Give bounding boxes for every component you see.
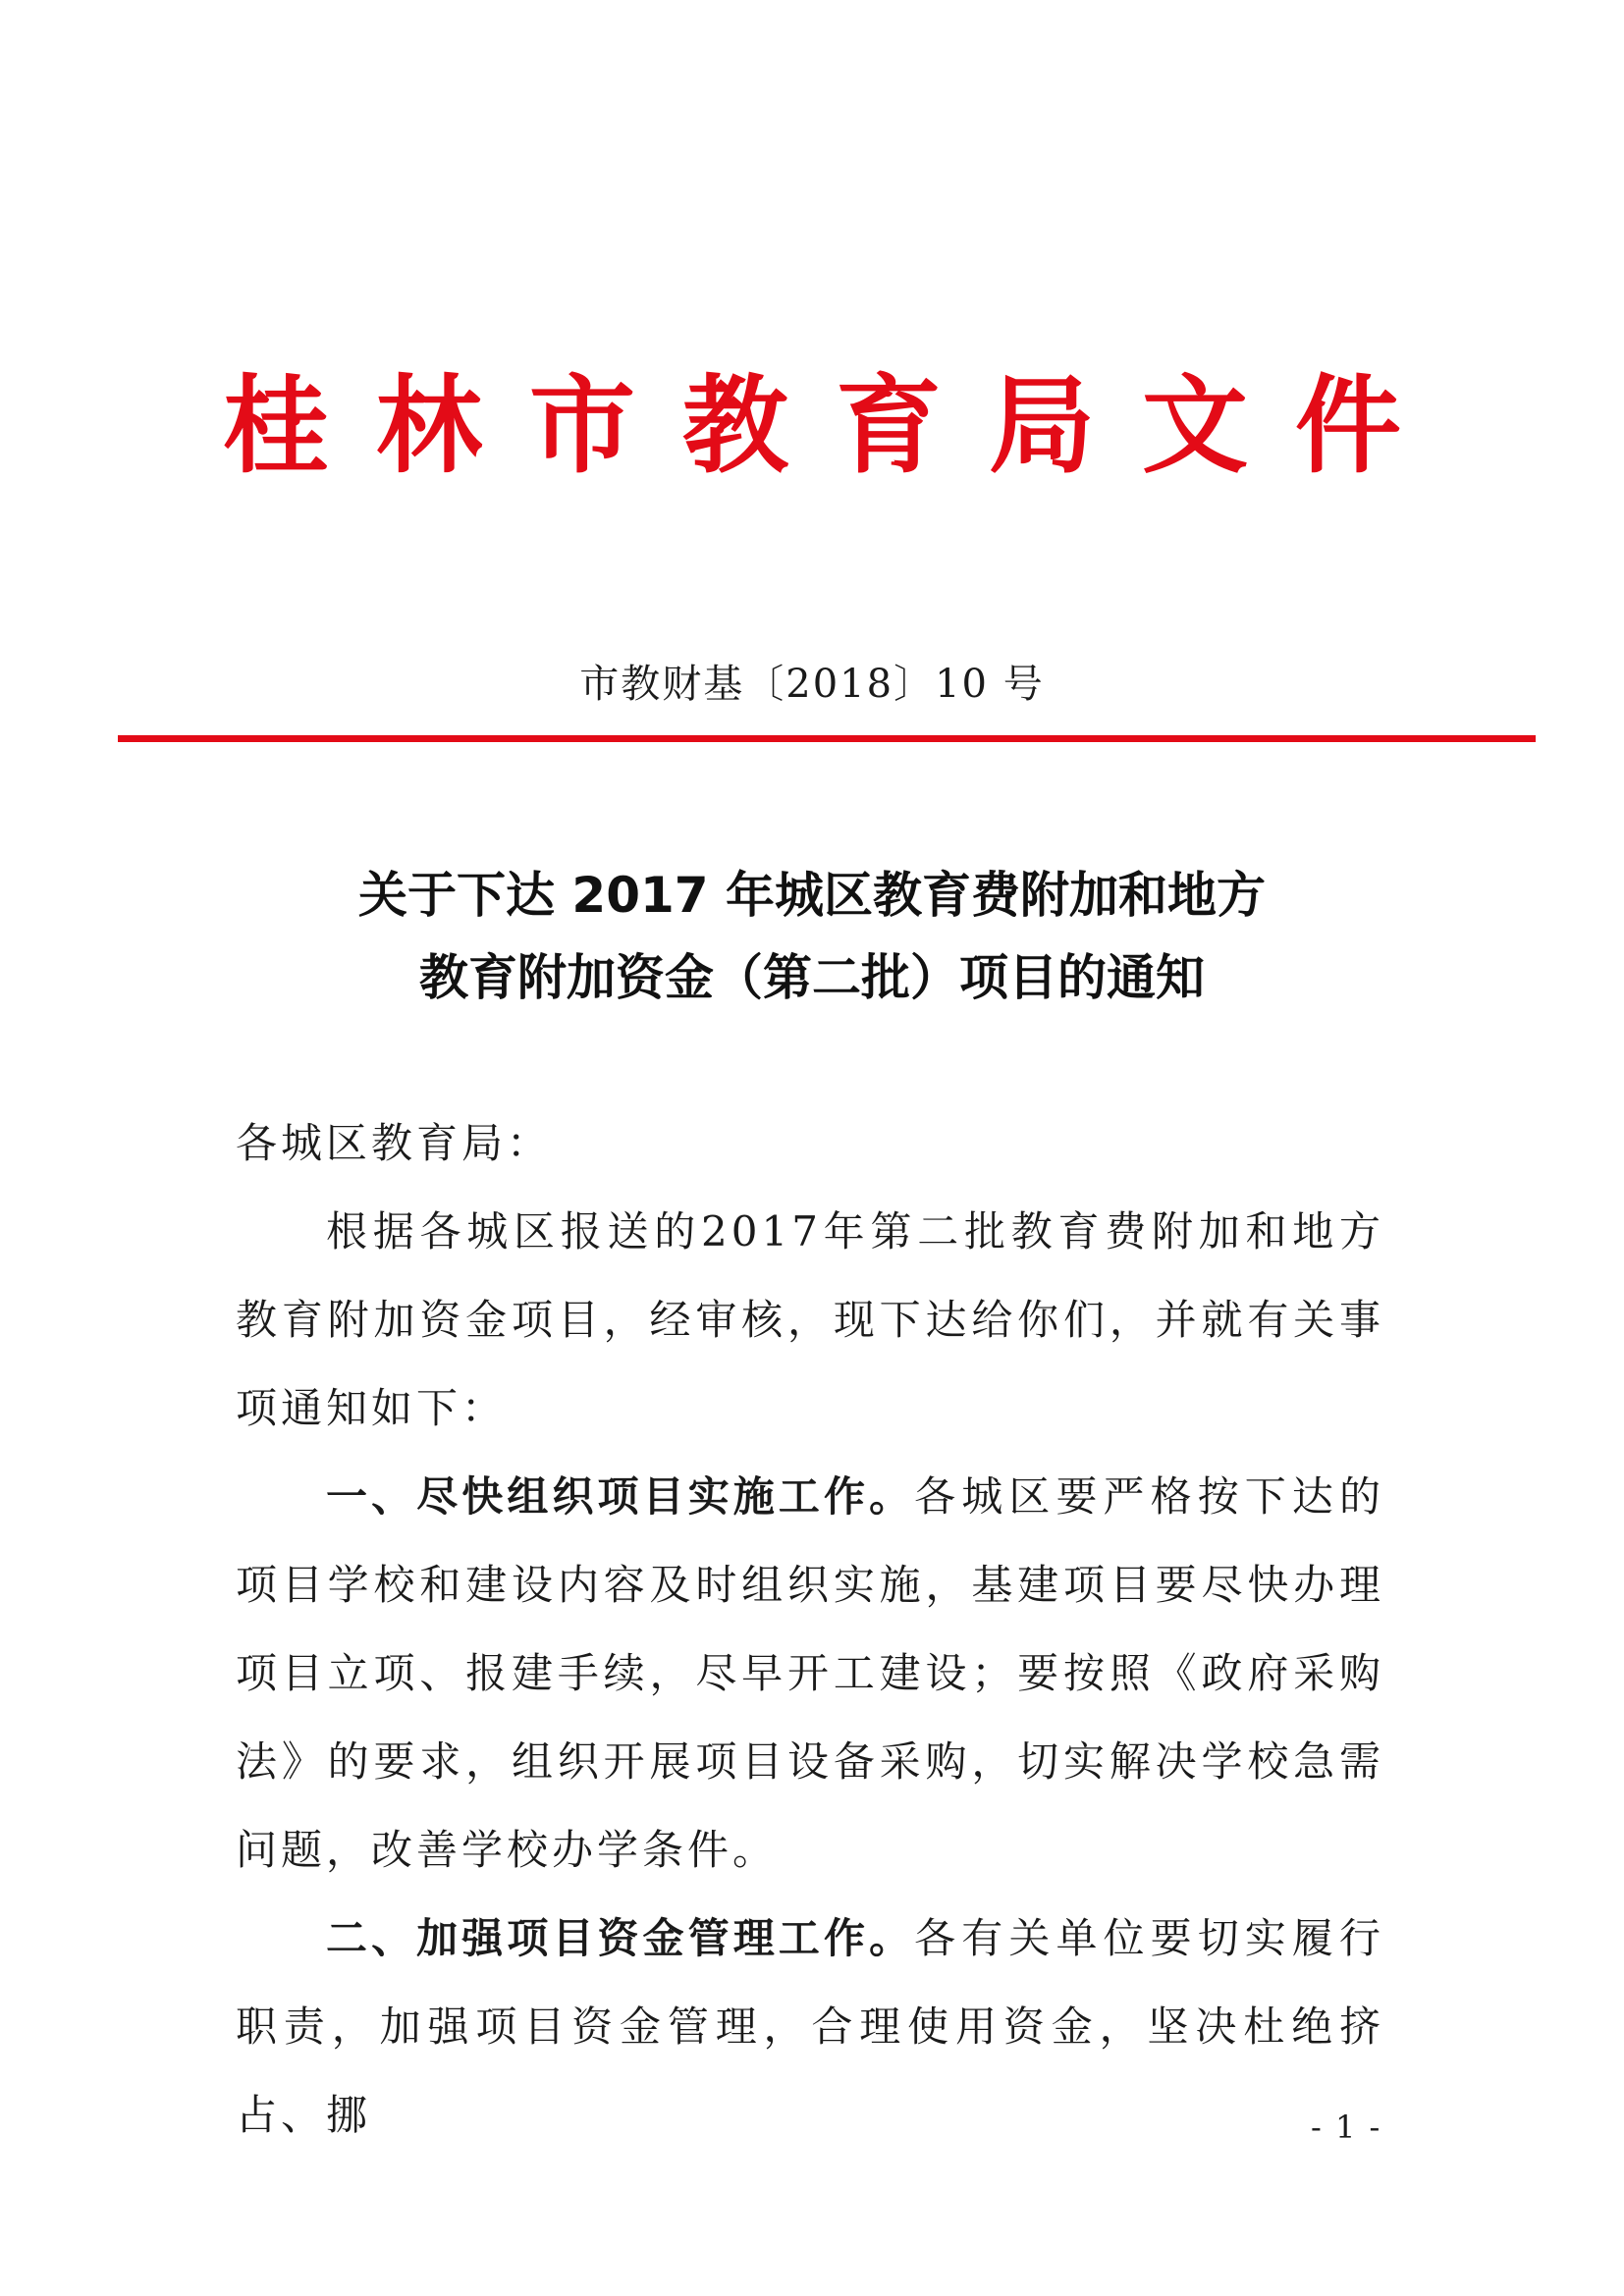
issuing-office-header [0,363,1624,491]
section-2-heading: 二、加强项目资金管理工作。 [326,1914,915,1962]
header-char: 市 [528,365,635,488]
page-number: - 1 - [1311,2109,1382,2146]
header-char: 文 [1142,365,1249,488]
section-2-paragraph [236,1895,1384,2160]
section-2-text: 各有关单位要切实履行职责，加强项目资金管理，合理使用资金，坚决杜绝挤占、挪 [236,1914,1384,2139]
document-number: 市教财基〔2018〕10 号 [579,662,1045,707]
header-char: 林 [375,365,482,488]
section-1-heading: 一、尽快组织项目实施工作。 [326,1472,915,1521]
document-title [0,854,1624,1019]
document-body [236,1099,1384,2160]
red-separator-rule [118,735,1536,742]
header-char: 件 [1295,365,1402,488]
header-char: 桂 [222,365,329,488]
header-char: 教 [681,365,788,488]
intro-paragraph: 根据各城区报送的2017年第二批教育费附加和地方教育附加资金项目，经审核，现下达给你们，并就有关事项通知如下： [236,1207,1384,1432]
header-char: 育 [836,365,943,488]
header-char: 局 [989,365,1096,488]
title-line-1: 关于下达 2017 年城区教育费附加和地方 [358,867,1266,924]
section-1-paragraph [236,1453,1384,1895]
title-line-2: 教育附加资金（第二批）项目的通知 [419,949,1205,1006]
salutation: 各城区教育局： [236,1119,553,1167]
section-1-text: 各城区要严格按下达的项目学校和建设内容及时组织实施，基建项目要尽快办理项目立项、报建手续，尽早开工建设；要按照《政府采购法》的要求，组织开展项目设备采购，切实解决学校急需问题，改善学校办学条件。 [236,1472,1384,1874]
